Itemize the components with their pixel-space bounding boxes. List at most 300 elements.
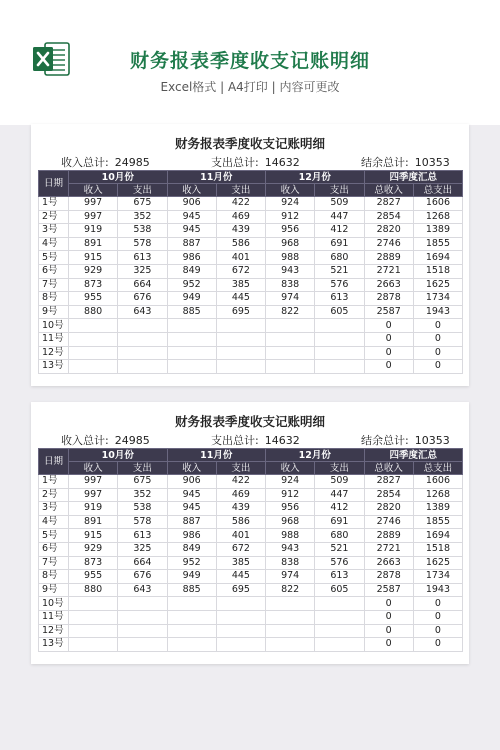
table-cell <box>167 638 216 652</box>
date-cell: 7号 <box>39 556 69 570</box>
table-cell <box>167 332 216 346</box>
table-cell <box>216 319 265 333</box>
column-header-expense: 支出 <box>216 184 265 197</box>
table-cell: 822 <box>266 305 315 319</box>
expense-total-value: 14632 <box>264 434 300 447</box>
table-cell: 613 <box>118 529 167 543</box>
table-cell: 1734 <box>413 570 462 584</box>
table-cell: 325 <box>118 542 167 556</box>
table-cell: 986 <box>167 529 216 543</box>
table-cell: 2587 <box>364 305 413 319</box>
column-header-summary: 四季度汇总 <box>364 171 463 184</box>
table-cell: 0 <box>413 346 462 360</box>
table-cell: 949 <box>167 570 216 584</box>
table-row <box>39 346 463 360</box>
income-total-value: 24985 <box>114 434 150 447</box>
date-cell: 4号 <box>39 237 69 251</box>
table-cell <box>69 638 118 652</box>
table-cell: 919 <box>69 502 118 516</box>
page-subtitle: Excel格式 | A4打印 | 内容可更改 <box>160 80 340 94</box>
table-cell: 997 <box>69 475 118 489</box>
table-cell <box>118 624 167 638</box>
table-cell: 2878 <box>364 570 413 584</box>
table-cell: 385 <box>216 556 265 570</box>
table-row <box>39 360 463 374</box>
table-cell: 929 <box>69 542 118 556</box>
table-cell: 643 <box>118 583 167 597</box>
table-cell: 613 <box>315 570 364 584</box>
table-row <box>39 624 463 638</box>
table-cell <box>69 360 118 374</box>
table-cell <box>167 624 216 638</box>
table-row <box>39 488 463 502</box>
table-cell: 974 <box>266 570 315 584</box>
table-cell: 906 <box>167 197 216 211</box>
table-cell <box>167 319 216 333</box>
table-cell <box>266 638 315 652</box>
table-row <box>39 597 463 611</box>
table-row <box>39 305 463 319</box>
column-header-expense: 支出 <box>315 462 364 475</box>
table-cell <box>69 332 118 346</box>
table-cell: 943 <box>266 542 315 556</box>
balance-total-value: 10353 <box>414 434 450 447</box>
table-cell <box>69 624 118 638</box>
table-cell: 691 <box>315 237 364 251</box>
table-row <box>39 237 463 251</box>
table-cell <box>266 624 315 638</box>
table-cell: 1268 <box>413 488 462 502</box>
table-cell: 912 <box>266 210 315 224</box>
table-cell <box>315 597 364 611</box>
table-cell <box>266 346 315 360</box>
table-cell: 664 <box>118 556 167 570</box>
table-cell <box>315 332 364 346</box>
table-cell: 672 <box>216 264 265 278</box>
date-cell: 9号 <box>39 305 69 319</box>
date-cell: 13号 <box>39 360 69 374</box>
table-cell: 885 <box>167 583 216 597</box>
table-cell: 2854 <box>364 210 413 224</box>
table-cell: 509 <box>315 197 364 211</box>
table-cell: 2889 <box>364 251 413 265</box>
table-cell: 0 <box>413 319 462 333</box>
column-header-income: 收入 <box>167 184 216 197</box>
balance-total <box>361 154 450 170</box>
table-cell: 974 <box>266 292 315 306</box>
table-cell: 675 <box>118 197 167 211</box>
balance-total-label: 结余总计: <box>361 434 409 447</box>
column-header-income: 收入 <box>69 462 118 475</box>
table-cell <box>118 332 167 346</box>
date-cell: 12号 <box>39 624 69 638</box>
date-cell: 10号 <box>39 319 69 333</box>
table-cell: 2663 <box>364 278 413 292</box>
table-row <box>39 502 463 516</box>
date-cell: 8号 <box>39 570 69 584</box>
table-cell: 0 <box>364 360 413 374</box>
table-cell: 1606 <box>413 475 462 489</box>
table-cell <box>266 610 315 624</box>
table-cell: 997 <box>69 210 118 224</box>
table-cell: 1518 <box>413 542 462 556</box>
balance-total <box>361 432 450 448</box>
table-row <box>39 210 463 224</box>
table-cell: 822 <box>266 583 315 597</box>
table-cell <box>118 610 167 624</box>
table-cell: 664 <box>118 278 167 292</box>
table-cell: 956 <box>266 224 315 238</box>
table-cell: 1943 <box>413 583 462 597</box>
table-cell <box>167 610 216 624</box>
table-cell: 915 <box>69 529 118 543</box>
table-cell <box>69 346 118 360</box>
table-cell <box>216 360 265 374</box>
table-cell <box>69 319 118 333</box>
expense-total-label: 支出总计: <box>211 156 259 169</box>
date-cell: 1号 <box>39 197 69 211</box>
table-row <box>39 515 463 529</box>
table-cell: 988 <box>266 251 315 265</box>
table-cell: 0 <box>413 360 462 374</box>
table-cell: 919 <box>69 224 118 238</box>
table-row <box>39 224 463 238</box>
table-cell <box>315 610 364 624</box>
table-cell: 849 <box>167 264 216 278</box>
page-header <box>0 0 500 125</box>
income-total-value: 24985 <box>114 156 150 169</box>
column-header-expense: 支出 <box>118 462 167 475</box>
date-cell: 5号 <box>39 529 69 543</box>
table-cell: 447 <box>315 488 364 502</box>
table-cell: 2587 <box>364 583 413 597</box>
table-row <box>39 251 463 265</box>
table-cell: 1518 <box>413 264 462 278</box>
totals-row <box>31 432 469 446</box>
table-cell: 988 <box>266 529 315 543</box>
table-cell: 469 <box>216 488 265 502</box>
table-row <box>39 556 463 570</box>
table-cell: 952 <box>167 278 216 292</box>
table-cell: 955 <box>69 570 118 584</box>
date-cell: 11号 <box>39 610 69 624</box>
table-cell <box>216 624 265 638</box>
table-cell: 1625 <box>413 556 462 570</box>
table-cell: 945 <box>167 502 216 516</box>
column-header-income: 收入 <box>69 184 118 197</box>
table-cell: 586 <box>216 237 265 251</box>
table-cell: 613 <box>118 251 167 265</box>
column-header-month: 10月份 <box>69 171 168 184</box>
table-cell: 943 <box>266 264 315 278</box>
table-cell: 2827 <box>364 197 413 211</box>
table-cell: 412 <box>315 502 364 516</box>
table-cell <box>216 346 265 360</box>
table-cell: 2746 <box>364 515 413 529</box>
table-row <box>39 264 463 278</box>
table-cell: 945 <box>167 488 216 502</box>
income-total <box>61 432 150 448</box>
table-cell: 1606 <box>413 197 462 211</box>
table-cell <box>216 332 265 346</box>
table-row <box>39 542 463 556</box>
date-cell: 12号 <box>39 346 69 360</box>
table-cell: 605 <box>315 305 364 319</box>
column-header-expense: 支出 <box>216 462 265 475</box>
table-cell: 885 <box>167 305 216 319</box>
table-cell: 0 <box>413 638 462 652</box>
table-cell: 2663 <box>364 556 413 570</box>
expense-total-label: 支出总计: <box>211 434 259 447</box>
table-cell: 0 <box>413 332 462 346</box>
table-cell: 956 <box>266 502 315 516</box>
table-cell: 675 <box>118 475 167 489</box>
table-cell: 0 <box>364 624 413 638</box>
table-cell: 521 <box>315 264 364 278</box>
table-cell: 2854 <box>364 488 413 502</box>
table-cell: 578 <box>118 515 167 529</box>
table-cell: 915 <box>69 251 118 265</box>
table-cell: 447 <box>315 210 364 224</box>
table-cell: 1389 <box>413 224 462 238</box>
table-cell: 887 <box>167 237 216 251</box>
column-header-date: 日期 <box>39 449 69 475</box>
table-cell: 439 <box>216 224 265 238</box>
balance-total-value: 10353 <box>414 156 450 169</box>
table-cell <box>216 610 265 624</box>
table-cell: 0 <box>364 319 413 333</box>
table-row <box>39 583 463 597</box>
table-cell: 968 <box>266 237 315 251</box>
table-cell: 439 <box>216 502 265 516</box>
table-cell: 586 <box>216 515 265 529</box>
expense-total <box>211 432 300 448</box>
table-cell: 906 <box>167 475 216 489</box>
column-header-date: 日期 <box>39 171 69 197</box>
table-cell: 880 <box>69 583 118 597</box>
table-cell: 325 <box>118 264 167 278</box>
date-cell: 2号 <box>39 488 69 502</box>
table-cell <box>216 597 265 611</box>
table-cell <box>167 597 216 611</box>
sheet-title: 财务报表季度收支记账明细 <box>174 136 325 151</box>
date-cell: 3号 <box>39 502 69 516</box>
table-cell: 2746 <box>364 237 413 251</box>
table-cell: 521 <box>315 542 364 556</box>
table-cell: 997 <box>69 197 118 211</box>
expense-total <box>211 154 300 170</box>
table-cell: 0 <box>364 346 413 360</box>
table-cell: 891 <box>69 237 118 251</box>
table-cell: 412 <box>315 224 364 238</box>
income-total <box>61 154 150 170</box>
table-cell: 0 <box>364 638 413 652</box>
table-cell <box>216 638 265 652</box>
column-header-total-income: 总收入 <box>364 184 413 197</box>
table-cell: 469 <box>216 210 265 224</box>
table-cell: 873 <box>69 556 118 570</box>
date-cell: 13号 <box>39 638 69 652</box>
table-cell: 1855 <box>413 237 462 251</box>
sheet-title: 财务报表季度收支记账明细 <box>174 414 325 429</box>
table-cell: 949 <box>167 292 216 306</box>
table-cell: 1694 <box>413 251 462 265</box>
table-cell: 924 <box>266 197 315 211</box>
table-cell <box>315 319 364 333</box>
table-cell <box>167 360 216 374</box>
column-header-month: 11月份 <box>167 449 266 462</box>
table-cell: 945 <box>167 224 216 238</box>
column-header-total-expense: 总支出 <box>413 462 462 475</box>
column-header-expense: 支出 <box>118 184 167 197</box>
column-header-expense: 支出 <box>315 184 364 197</box>
date-cell: 6号 <box>39 542 69 556</box>
table-row <box>39 610 463 624</box>
table-cell: 1943 <box>413 305 462 319</box>
table-cell <box>266 319 315 333</box>
income-total-label: 收入总计: <box>61 434 109 447</box>
column-header-month: 10月份 <box>69 449 168 462</box>
table-cell <box>315 360 364 374</box>
table-cell: 422 <box>216 475 265 489</box>
income-total-label: 收入总计: <box>61 156 109 169</box>
table-cell <box>118 319 167 333</box>
table-cell: 672 <box>216 542 265 556</box>
table-row <box>39 292 463 306</box>
table-cell: 880 <box>69 305 118 319</box>
date-cell: 1号 <box>39 475 69 489</box>
column-header-income: 收入 <box>167 462 216 475</box>
date-cell: 7号 <box>39 278 69 292</box>
ledger-table <box>38 170 463 374</box>
table-cell <box>315 638 364 652</box>
table-cell: 352 <box>118 210 167 224</box>
table-cell: 680 <box>315 251 364 265</box>
date-cell: 8号 <box>39 292 69 306</box>
table-cell <box>266 332 315 346</box>
table-cell: 1389 <box>413 502 462 516</box>
column-header-total-expense: 总支出 <box>413 184 462 197</box>
table-cell <box>118 360 167 374</box>
table-cell: 605 <box>315 583 364 597</box>
table-cell: 445 <box>216 292 265 306</box>
column-header-month: 12月份 <box>266 449 365 462</box>
table-cell <box>118 597 167 611</box>
table-cell: 538 <box>118 502 167 516</box>
table-row <box>39 529 463 543</box>
table-cell: 509 <box>315 475 364 489</box>
date-cell: 2号 <box>39 210 69 224</box>
table-cell <box>167 346 216 360</box>
date-cell: 6号 <box>39 264 69 278</box>
table-cell: 849 <box>167 542 216 556</box>
table-cell: 2820 <box>364 224 413 238</box>
table-cell: 1734 <box>413 292 462 306</box>
table-cell <box>118 346 167 360</box>
table-cell <box>69 610 118 624</box>
table-cell: 1268 <box>413 210 462 224</box>
table-cell: 0 <box>364 332 413 346</box>
table-cell: 2820 <box>364 502 413 516</box>
table-cell: 955 <box>69 292 118 306</box>
table-cell <box>266 360 315 374</box>
column-header-income: 收入 <box>266 462 315 475</box>
table-cell: 578 <box>118 237 167 251</box>
table-cell: 912 <box>266 488 315 502</box>
table-cell <box>69 597 118 611</box>
table-cell: 891 <box>69 515 118 529</box>
column-header-summary: 四季度汇总 <box>364 449 463 462</box>
date-cell: 3号 <box>39 224 69 238</box>
table-cell <box>315 624 364 638</box>
table-cell: 0 <box>413 624 462 638</box>
table-cell: 576 <box>315 278 364 292</box>
table-cell: 695 <box>216 583 265 597</box>
table-row <box>39 638 463 652</box>
column-header-month: 11月份 <box>167 171 266 184</box>
table-row <box>39 475 463 489</box>
date-cell: 4号 <box>39 515 69 529</box>
table-row <box>39 278 463 292</box>
totals-row <box>31 154 469 168</box>
ledger-sheet <box>31 124 469 386</box>
table-cell: 680 <box>315 529 364 543</box>
table-cell <box>266 597 315 611</box>
table-cell: 838 <box>266 556 315 570</box>
date-cell: 5号 <box>39 251 69 265</box>
table-cell: 0 <box>413 597 462 611</box>
table-cell: 952 <box>167 556 216 570</box>
table-cell: 2827 <box>364 475 413 489</box>
table-cell: 997 <box>69 488 118 502</box>
ledger-sheet <box>31 402 469 664</box>
table-cell: 695 <box>216 305 265 319</box>
table-cell: 676 <box>118 570 167 584</box>
page-title: 财务报表季度收支记账明细 <box>129 50 370 72</box>
table-cell: 2721 <box>364 264 413 278</box>
table-cell: 538 <box>118 224 167 238</box>
column-header-income: 收入 <box>266 184 315 197</box>
table-cell: 445 <box>216 570 265 584</box>
table-cell: 0 <box>364 610 413 624</box>
table-cell: 613 <box>315 292 364 306</box>
table-row <box>39 197 463 211</box>
table-cell: 0 <box>413 610 462 624</box>
table-cell: 2878 <box>364 292 413 306</box>
table-cell: 2721 <box>364 542 413 556</box>
table-cell: 691 <box>315 515 364 529</box>
table-cell <box>118 638 167 652</box>
table-row <box>39 570 463 584</box>
expense-total-value: 14632 <box>264 156 300 169</box>
table-cell <box>315 346 364 360</box>
column-header-total-income: 总收入 <box>364 462 413 475</box>
table-cell: 945 <box>167 210 216 224</box>
date-cell: 10号 <box>39 597 69 611</box>
table-cell: 924 <box>266 475 315 489</box>
table-cell: 873 <box>69 278 118 292</box>
table-row <box>39 319 463 333</box>
table-cell: 1625 <box>413 278 462 292</box>
table-cell: 643 <box>118 305 167 319</box>
table-cell: 2889 <box>364 529 413 543</box>
table-cell: 385 <box>216 278 265 292</box>
table-cell: 838 <box>266 278 315 292</box>
table-cell: 929 <box>69 264 118 278</box>
balance-total-label: 结余总计: <box>361 156 409 169</box>
table-cell: 887 <box>167 515 216 529</box>
table-cell: 401 <box>216 251 265 265</box>
